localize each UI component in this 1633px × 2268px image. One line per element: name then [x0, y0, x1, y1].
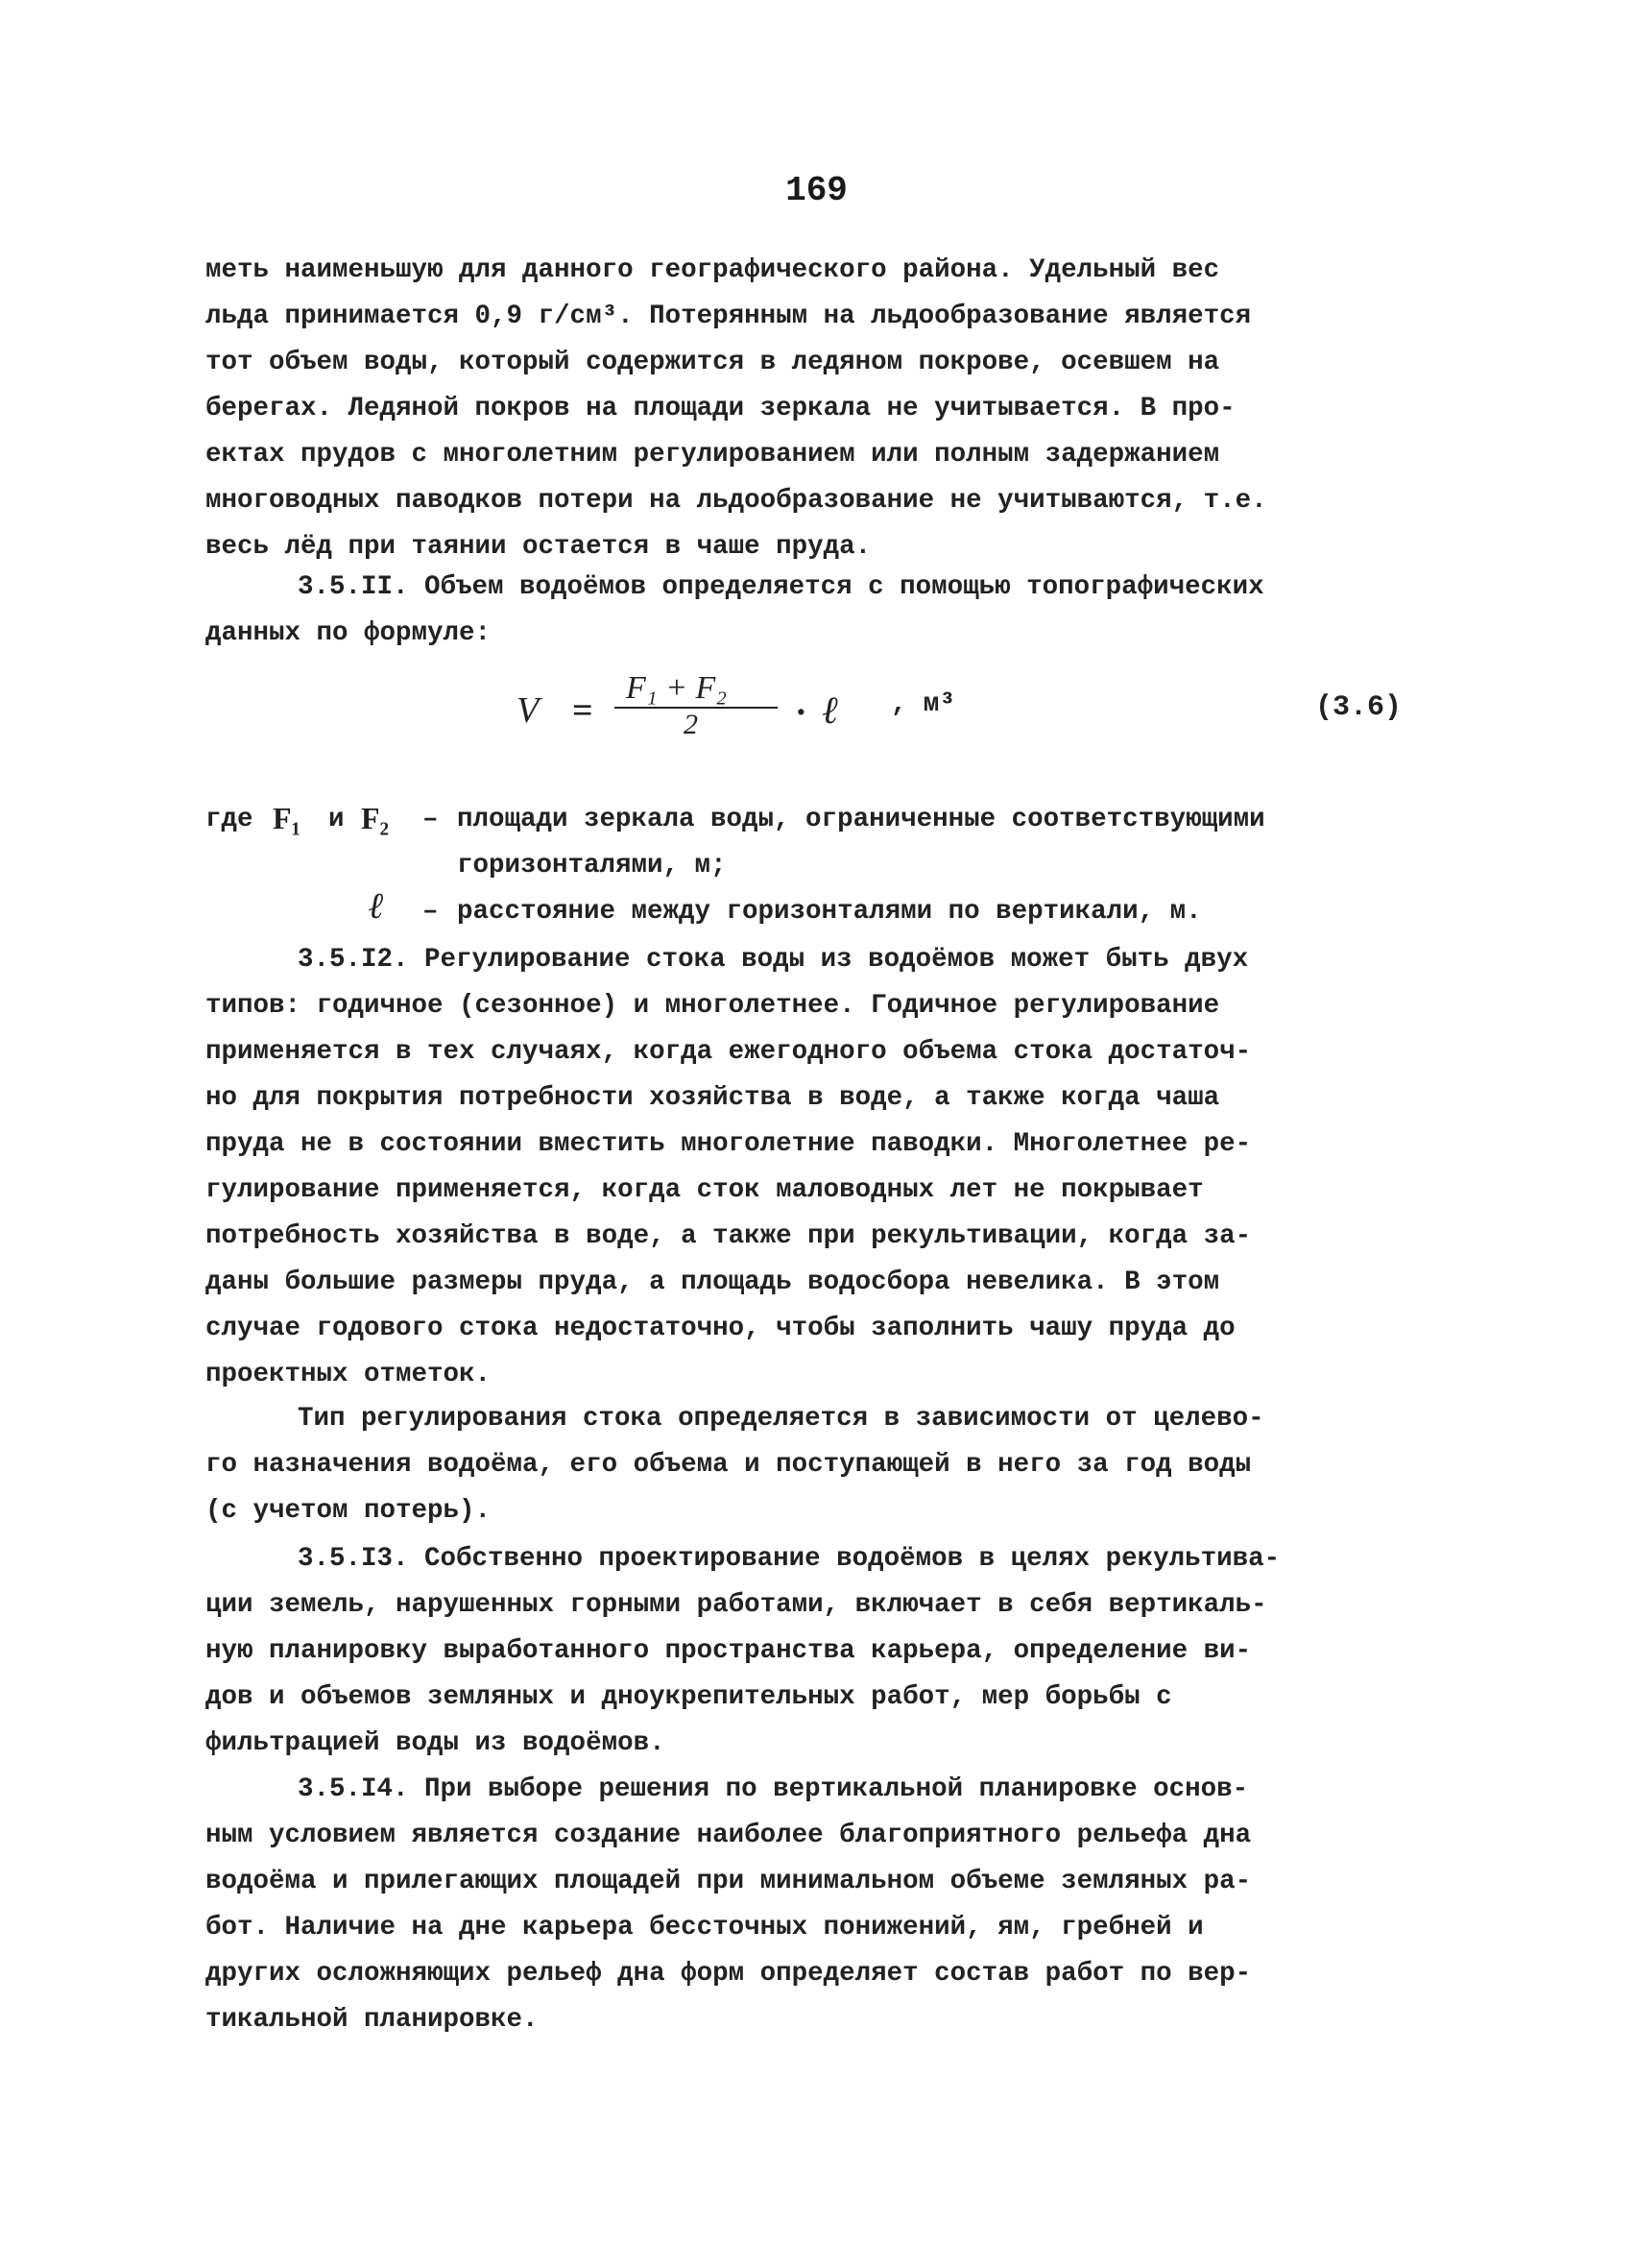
legend-f1: F₁: [273, 801, 301, 835]
text-line: проектных отметок.: [205, 1360, 492, 1389]
page-number: 169: [785, 171, 848, 210]
text-line: случае годового стока недостаточно, чтобы заполнить чашу пруда до: [205, 1314, 1236, 1343]
text-line: ным условием является создание наиболее благоприятного рельефа дна: [205, 1821, 1252, 1850]
text-line: (с учетом потерь).: [205, 1496, 492, 1526]
legend-row: [205, 797, 1453, 843]
formula-denominator: 2: [684, 709, 698, 740]
formula-unit: , м³: [891, 689, 956, 719]
text-line: гулирование применяется, когда сток маловодных лет не покрывает: [205, 1175, 1204, 1205]
formula-3-6: [0, 670, 1633, 755]
legend-row: [205, 843, 1453, 889]
paragraph-ice-losses: [205, 248, 1415, 570]
text-line: применяется в тех случаях, когда ежегодного объема стока достаточ-: [205, 1037, 1252, 1067]
legend-def-f: площади зеркала воды, ограниченные соответствующими: [457, 805, 1265, 834]
text-line: фильтрацией воды из водоёмов.: [205, 1728, 665, 1758]
text-line: льда принимается 0,9 г/см³. Потерянным на льдообразование является: [205, 302, 1252, 331]
paragraph-3-5-14: [205, 1767, 1415, 2043]
text-line: ектах прудов с многолетним регулированием или полным задержанием: [205, 440, 1220, 470]
formula-length: ℓ: [822, 688, 838, 732]
text-line: типов: годичное (сезонное) и многолетнее. Годичное регулирование: [205, 991, 1220, 1021]
text-line: водоёма и прилегающих площадей при минимальном объеме земляных ра-: [205, 1867, 1252, 1896]
text-line: пруда не в состоянии вместить многолетние паводки. Многолетнее ре-: [205, 1129, 1252, 1159]
text-line: 3.5.II. Объем водоёмов определяется с помощью топографических: [298, 572, 1264, 602]
text-line: но для покрытия потребности хозяйства в воде, а также когда чаша: [205, 1083, 1220, 1113]
text-line: Тип регулирования стока определяется в зависимости от целево-: [298, 1404, 1264, 1434]
legend-f2: F₂: [361, 801, 390, 835]
text-line: тот объем воды, который содержится в ледяном покрове, осевшем на: [205, 348, 1220, 377]
legend-row: [205, 886, 1453, 935]
text-line: го назначения водоёма, его объема и поступающей в него за год воды: [205, 1450, 1252, 1480]
formula-number: (3.6): [1315, 691, 1403, 724]
text-line: 3.5.I2. Регулирование стока воды из водоёмов может быть двух: [298, 945, 1249, 975]
formula-legend: [205, 797, 1453, 935]
formula-equals: =: [572, 690, 593, 731]
text-line: 3.5.I4. При выборе решения по вертикальной планировке основ-: [298, 1774, 1249, 1804]
text-line: ции земель, нарушенных горными работами, включает в себя вертикаль-: [205, 1590, 1267, 1620]
paragraph-regulation-type: [205, 1396, 1415, 1534]
text-line: меть наименьшую для данного географического района. Удельный вес: [205, 255, 1220, 285]
text-line: берегах. Ледяной покров на площади зеркала не учитывается. В про-: [205, 394, 1236, 423]
legend-def-f-cont: горизонталями, м;: [457, 851, 727, 881]
paragraph-3-5-11: [205, 565, 1415, 657]
legend-def-l: расстояние между горизонталями по вертикали, м.: [457, 897, 1202, 927]
text-line: ную планировку выработанного пространства карьера, определение ви-: [205, 1636, 1252, 1666]
legend-dash: –: [422, 897, 439, 927]
text-line: бот. Наличие на дне карьера бессточных понижений, ям, гребней и: [205, 1913, 1204, 1942]
formula-numerator: F₁ + F₂: [626, 670, 728, 706]
text-line: тикальной планировке.: [205, 2005, 539, 2035]
paragraph-3-5-13: [205, 1536, 1415, 1767]
text-line: данных по формуле:: [205, 618, 492, 648]
paragraph-3-5-12: [205, 937, 1415, 1398]
legend-and: и: [328, 805, 345, 834]
text-line: весь лёд при таянии остается в чаше пруда.: [205, 532, 872, 562]
text-line: многоводных паводков потери на льдообразование не учитываются, т.е.: [205, 486, 1267, 516]
formula-multiply: ·: [795, 692, 807, 733]
text-line: других осложняющих рельеф дна форм определяет состав работ по вер-: [205, 1959, 1252, 1989]
legend-l: ℓ: [369, 886, 385, 927]
text-line: потребность хозяйства в воде, а также при рекультивации, когда за-: [205, 1221, 1252, 1251]
text-line: 3.5.I3. Собственно проектирование водоёмов в целях рекультива-: [298, 1544, 1281, 1574]
legend-dash: –: [422, 805, 439, 834]
legend-lead: где: [205, 805, 253, 834]
text-line: дов и объемов земляных и дноукрепительных работ, мер борьбы с: [205, 1682, 1172, 1712]
formula-lhs: V: [516, 690, 540, 731]
text-line: даны большие размеры пруда, а площадь водосбора невелика. В этом: [205, 1267, 1220, 1297]
